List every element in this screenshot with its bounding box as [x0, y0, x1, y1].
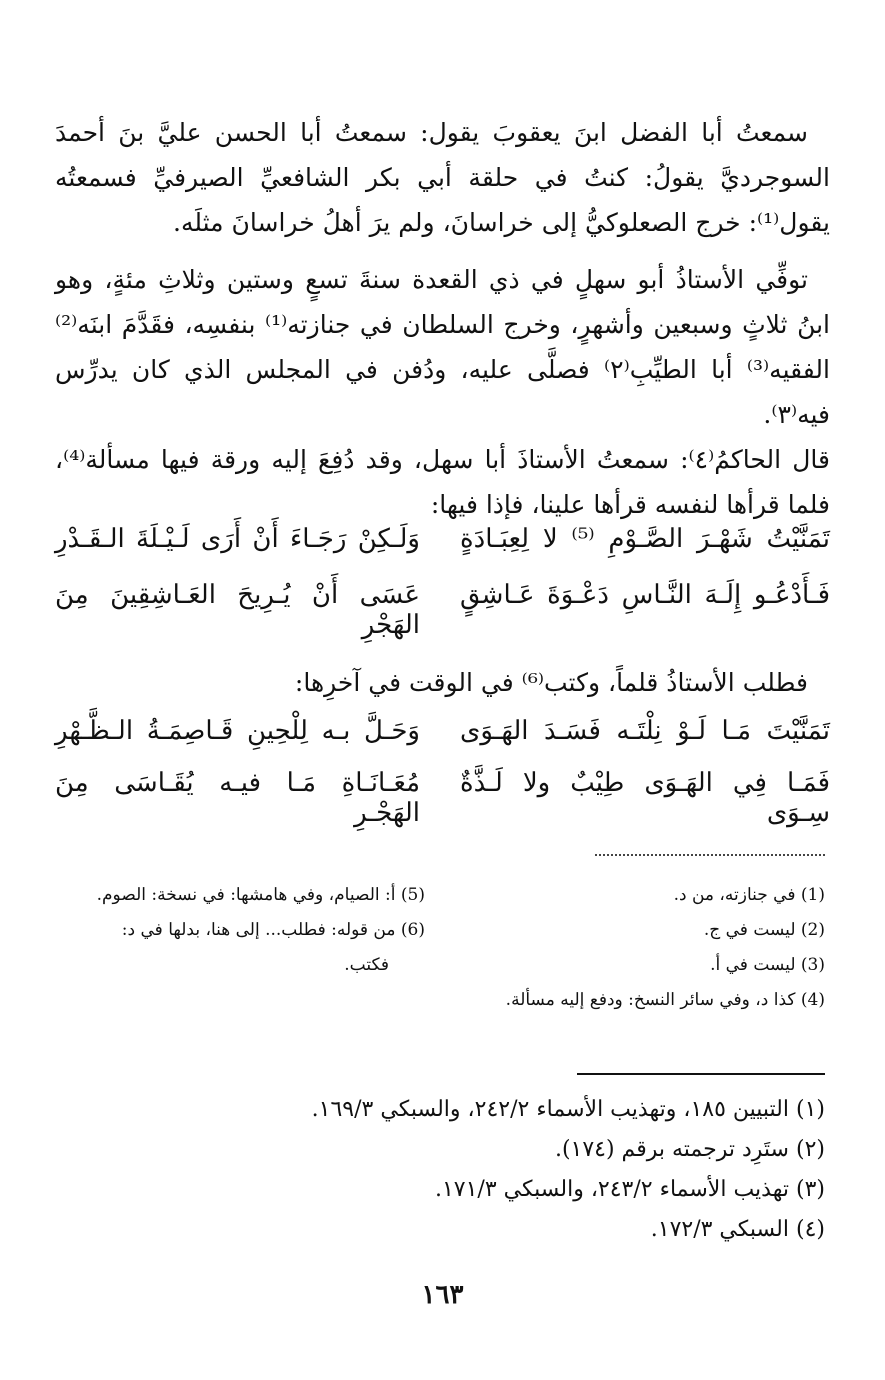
verse-line-4: [55, 768, 830, 828]
main-text: [55, 110, 830, 527]
editor-notes-right-column: [455, 878, 825, 1018]
footnote: (٣) تهذيب الأسماء ٢٤٣/٢، والسبكي ١٧١/٣.: [434, 1177, 825, 1202]
footnote-continuation: فكتب.: [344, 955, 389, 975]
verse-second-hemistich: مُعَـانَـاةِ مَـا فيـه يُقَـاسَى مِنَ الهَجْـرِ: [55, 768, 420, 828]
verse-first-hemistich: فَمَـا فِي الهَـوَى طِيْبٌ ولا لَـذَّةٌ سِـوَى: [460, 768, 830, 828]
paragraph-4: فطلب الأستاذُ قلماً، وكتب⁽⁶⁾ في الوقت في آخرِها:: [294, 668, 808, 697]
footnote-separator-dotted: [595, 854, 825, 856]
verse-second-hemistich: وَحَـلَّ بـه لِلْحِينِ قَـاصِمَـةُ الـظَّـهْرِ: [55, 716, 420, 746]
verse-first-hemistich: فَـأَدْعُـو إِلَـهَ النَّـاسِ دَعْـوَةَ عَـاشِقٍ: [460, 580, 830, 610]
page-number: ١٦٣: [421, 1280, 464, 1310]
verse-line-1: [55, 524, 830, 572]
editor-notes-left-column: [55, 878, 425, 983]
footnote: (١) التبيين ١٨٥، وتهذيب الأسماء ٢٤٢/٢، والسبكي ١٦٩/٣.: [311, 1097, 825, 1122]
verse-line-3: [55, 716, 830, 764]
verse-line-2: [55, 580, 830, 640]
footnote: (5) أ: الصيام، وفي هامشها: في نسخة: الصوم.: [96, 885, 425, 905]
paragraph-3: قال الحاكمُ⁽٤⁾: سمعتُ الأستاذَ أبا سهل، وقد دُفِعَ إليه ورقة فيها مسألة⁽⁴⁾، فلما قرأها لنفسه قرأها علينا، فإذا فيها:: [55, 445, 830, 519]
footnote: (٢) ستَرِد ترجمته برقم (١٧٤).: [554, 1137, 825, 1162]
verse-first-hemistich: تَمَنَّيْتَ مَـا لَـوْ نِلْتَـه فَسَـدَ الهَـوَى: [460, 716, 830, 746]
footnote: (٤) السبكي ١٧٢/٣.: [650, 1217, 825, 1242]
verse-first-hemistich: تَمَنَّيْتُ شَهْـرَ الصَّـوْمِ ⁽⁵⁾ لا لِعِبَـادَةٍ: [460, 524, 830, 554]
paragraph-1: سمعتُ أبا الفضل ابنَ يعقوبَ يقول: سمعتُ أبا الحسن عليَّ بنَ أحمدَ السوجرديَّ يقولُ: كنتُ في حلقة أبي بكر الشافعيِّ الصيرفيِّ فسمعتُه يقول⁽¹⁾: خرج الصعلوكيُّ إلى خراسانَ، ولم يرَ أهلُ خراسانَ مثلَه.: [55, 118, 830, 237]
footnote-separator-rule: [577, 1073, 825, 1075]
footnote: (3) ليست في أ.: [710, 955, 825, 975]
source-notes: [55, 1090, 825, 1250]
footnote: (4) كذا د، وفي سائر النسخ: ودفع إليه مسألة.: [505, 990, 825, 1010]
verse-second-hemistich: عَسَى أَنْ يُـرِيحَ العَـاشِقِينَ مِنَ الهَجْرِ: [55, 580, 420, 640]
after-verses-text: [55, 660, 830, 705]
paragraph-2: توفِّي الأستاذُ أبو سهلٍ في ذي القعدة سنةَ تسعٍ وستين وثلاثِ مئةٍ، وهو ابنُ ثلاثٍ وسبعين وأشهرٍ، وخرج السلطان في جنازته⁽¹⁾ بنفسِه، فقَدَّمَ ابنَه⁽²⁾ الفقيه⁽³⁾ أبا الطيِّبِ⁽٢⁾ فصلَّى عليه، ودُفن في المجلس الذي كان يدرِّس فيه⁽٣⁾.: [55, 265, 831, 429]
verse-second-hemistich: وَلَـكِنْ رَجَـاءَ أَنْ أَرَى لَـيْـلَةَ الـقَـدْرِ: [55, 524, 420, 554]
footnote: (2) ليست في ج.: [703, 920, 825, 940]
footnote: (1) في جنازته، من د.: [673, 885, 825, 905]
footnote: (6) من قوله: فطلب... إلى هنا، بدلها في د:: [121, 920, 425, 940]
